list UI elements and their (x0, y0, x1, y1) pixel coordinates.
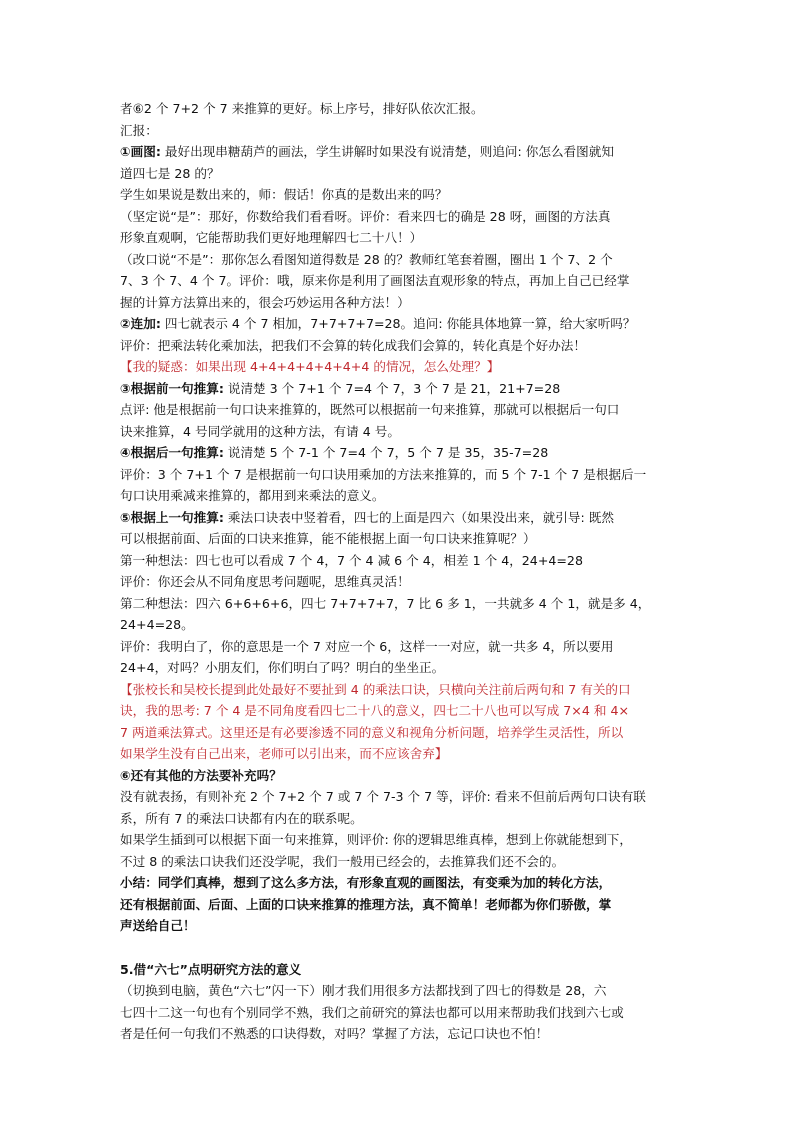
heading-line (120, 872, 676, 894)
line-text: 小结：同学们真棒，想到了这么多方法，有形象直观的画图法，有变乘为加的转化方法， (120, 875, 612, 890)
heading-line (120, 765, 676, 787)
line-text: 乘法口诀表中竖着看，四七的上面是四六（如果没出来，就引导: 既然 (223, 509, 614, 525)
body-text-line (120, 550, 676, 572)
method-label: ①画图: (120, 144, 161, 159)
method-label: ④根据后一句推算: (120, 445, 224, 460)
body-text-line (120, 464, 676, 486)
line-text: 握的计算方法算出来的，很会巧妙运用各种方法！） (120, 294, 410, 310)
line-text: 四七就表示 4 个 7 相加，7+7+7+7=28。追问: 你能具体地算一算，给大家听吗？ (160, 316, 636, 331)
line-text: 形象直观啊，它能帮助我们更好地理解四七二十八！） (120, 230, 423, 245)
line-text: 【张校长和吴校长提到此处最好不要扯到 4 的乘法口诀，只横向关注前后两句和 7 有关的口 (120, 681, 631, 697)
body-text-line (120, 141, 676, 163)
body-text-line (120, 485, 676, 507)
body-text-line (120, 335, 676, 357)
document-page (120, 98, 676, 1045)
body-text-line (120, 657, 676, 679)
line-text: 学生如果说是数出来的，师：假话！你真的是数出来的吗？ (120, 187, 448, 202)
body-text-line (120, 163, 676, 185)
body-text-line (120, 249, 676, 271)
body-text-line (120, 442, 676, 464)
line-text: 评价：你还会从不同角度思考问题呢，思维真灵活！ (120, 574, 410, 589)
line-text: 道四七是 28 的？ (120, 165, 220, 181)
body-text-line (120, 227, 676, 249)
reflection-note-line (120, 722, 676, 744)
line-text: 说清楚 3 个 7+1 个 7=4 个 7，3 个 7 是 21，21+7=28 (223, 380, 561, 396)
line-text: 评价：我明白了，你的意思是一个 7 对应一个 6，这样一一对应，就一共多 4，所以要用 (120, 638, 614, 654)
body-text-line (120, 184, 676, 206)
body-text-line (120, 206, 676, 228)
line-text: （坚定说“是”：那好，你数给我们看看呀。评价：看来四七的确是 28 呀，画图的方法真 (120, 208, 611, 224)
heading-line (120, 915, 676, 937)
line-text: 最好出现串糖葫芦的画法，学生讲解时如果没有说清楚，则追问: 你怎么看图就知 (160, 144, 614, 159)
line-text: （切换到电脑，黄色“六七”闪一下）刚才我们用很多方法都找到了四七的得数是 28，六 (120, 983, 607, 998)
body-text-line (120, 829, 676, 851)
body-text-line (120, 507, 676, 529)
line-text: 声送给自己！ (120, 918, 196, 933)
body-text-line (120, 120, 676, 142)
method-label: ③根据前一句推算: (120, 380, 224, 396)
line-text: 如果学生没有自己出来，老师可以引出来，而不应该舍弃】 (120, 746, 448, 761)
reflection-note-line (120, 679, 676, 701)
line-text: 第二种想法：四六 6+6+6+6，四七 7+7+7+7，7 比 6 多 1，一共就多 4 个 1，就是多 4， (120, 595, 651, 611)
line-text: 24+4，对吗？小朋友们，你们明白了吗？明白的坐坐正。 (120, 660, 445, 675)
line-text: 者是任何一句我们不熟悉的口诀得数，对吗？掌握了方法，忘记口诀也不怕！ (120, 1026, 549, 1041)
line-text: 系，所有 7 的乘法口诀都有内在的联系呢。 (120, 810, 363, 826)
line-text: ⑥还有其他的方法要补充吗？ (120, 767, 282, 783)
line-text: 句口诀用乘减来推算的，都用到来乘法的意义。 (120, 488, 385, 503)
line-text: （改口说“不是”：那你怎么看图知道得数是 28 的？教师红笔套着圈，圈出 1 个 7、2 个 (120, 251, 613, 267)
line-text: 说清楚 5 个 7-1 个 7=4 个 7，5 个 7 是 35，35-7=28 (223, 445, 549, 460)
line-text: 点评: 他是根据前一句口诀来推算的，既然可以根据前一句来推算，那就可以根据后一句口 (120, 402, 620, 417)
heading-line (120, 894, 676, 916)
line-text: 评价：3 个 7+1 个 7 是根据前一句口诀用乘加的方法来推算的，而 5 个 7-1 个 7 是根据后一 (120, 466, 647, 482)
body-text-line (120, 528, 676, 550)
line-text: 还有根据前面、后面、上面的口诀来推算的推理方法，真不简单！老师都为你们骄傲，掌 (120, 896, 612, 912)
line-text: 诀，我的思考: 7 个 4 是不同角度看四七二十八的意义，四七二十八也可以写成 7×4 和 4× (120, 703, 630, 718)
line-text: 七四十二这一句也有个别同学不熟，我们之前研究的算法也都可以用来帮助我们找到六七或 (120, 1004, 624, 1020)
body-text-line (120, 593, 676, 615)
line-text: 7、3 个 7、4 个 7。评价：哦，原来你是利用了画图法直观形象的特点，再加上自己已经掌 (120, 273, 630, 288)
body-text-line (120, 292, 676, 314)
reflection-note-line (120, 356, 676, 378)
body-text-line (120, 399, 676, 421)
line-text: 7 两道乘法算式。这里还是有必要渗透不同的意义和视角分析问题，培养学生灵活性，所以 (120, 724, 624, 740)
body-text-line (120, 378, 676, 400)
body-text-line (120, 808, 676, 830)
line-text: 5.借“六七”点明研究方法的意义 (120, 961, 302, 977)
body-text-line (120, 786, 676, 808)
body-text-line (120, 636, 676, 658)
reflection-note-line (120, 700, 676, 722)
line-text: 【我的疑惑：如果出现 4+4+4+4+4+4+4 的情况，怎么处理？】 (120, 359, 500, 374)
line-text: 如果学生插到可以根据下面一句来推算，则评价: 你的逻辑思维真棒，想到上你就能想到下， (120, 832, 632, 847)
line-text: 没有就表扬，有则补充 2 个 7+2 个 7 或 7 个 7-3 个 7 等，评价: 看来不但前后两句口诀有联 (120, 789, 646, 804)
body-text-line (120, 1023, 676, 1045)
body-text-line (120, 313, 676, 335)
line-text: 第一种想法：四七也可以看成 7 个 4，7 个 4 减 6 个 4，相差 1 个 4，24+4=28 (120, 552, 583, 568)
line-text: 者⑥2 个 7+2 个 7 来推算的更好。标上序号，排好队依次汇报。 (120, 101, 484, 116)
body-text-line (120, 421, 676, 443)
line-text: 不过 8 的乘法口诀我们还没学呢，我们一般用已经会的，去推算我们还不会的。 (120, 853, 565, 869)
line-text: 诀来推算，4 号同学就用的这种方法，有请 4 号。 (120, 423, 400, 439)
line-text: 24+4=28。 (120, 617, 194, 632)
reflection-note-line (120, 743, 676, 765)
method-label: ⑤根据上一句推算: (120, 509, 224, 525)
body-text-line (120, 98, 676, 120)
line-text: 汇报： (120, 122, 158, 138)
body-text-line (120, 851, 676, 873)
blank-line (120, 937, 676, 959)
line-text: 可以根据前面、后面的口诀来推算，能不能根据上面一句口诀来推算呢？） (120, 531, 536, 546)
body-text-line (120, 614, 676, 636)
line-text: 评价：把乘法转化乘加法，把我们不会算的转化成我们会算的，转化真是个好办法！ (120, 337, 586, 353)
heading-line (120, 959, 676, 981)
body-text-line (120, 270, 676, 292)
body-text-line (120, 1002, 676, 1024)
body-text-line (120, 980, 676, 1002)
method-label: ②连加: (120, 316, 161, 331)
body-text-line (120, 571, 676, 593)
